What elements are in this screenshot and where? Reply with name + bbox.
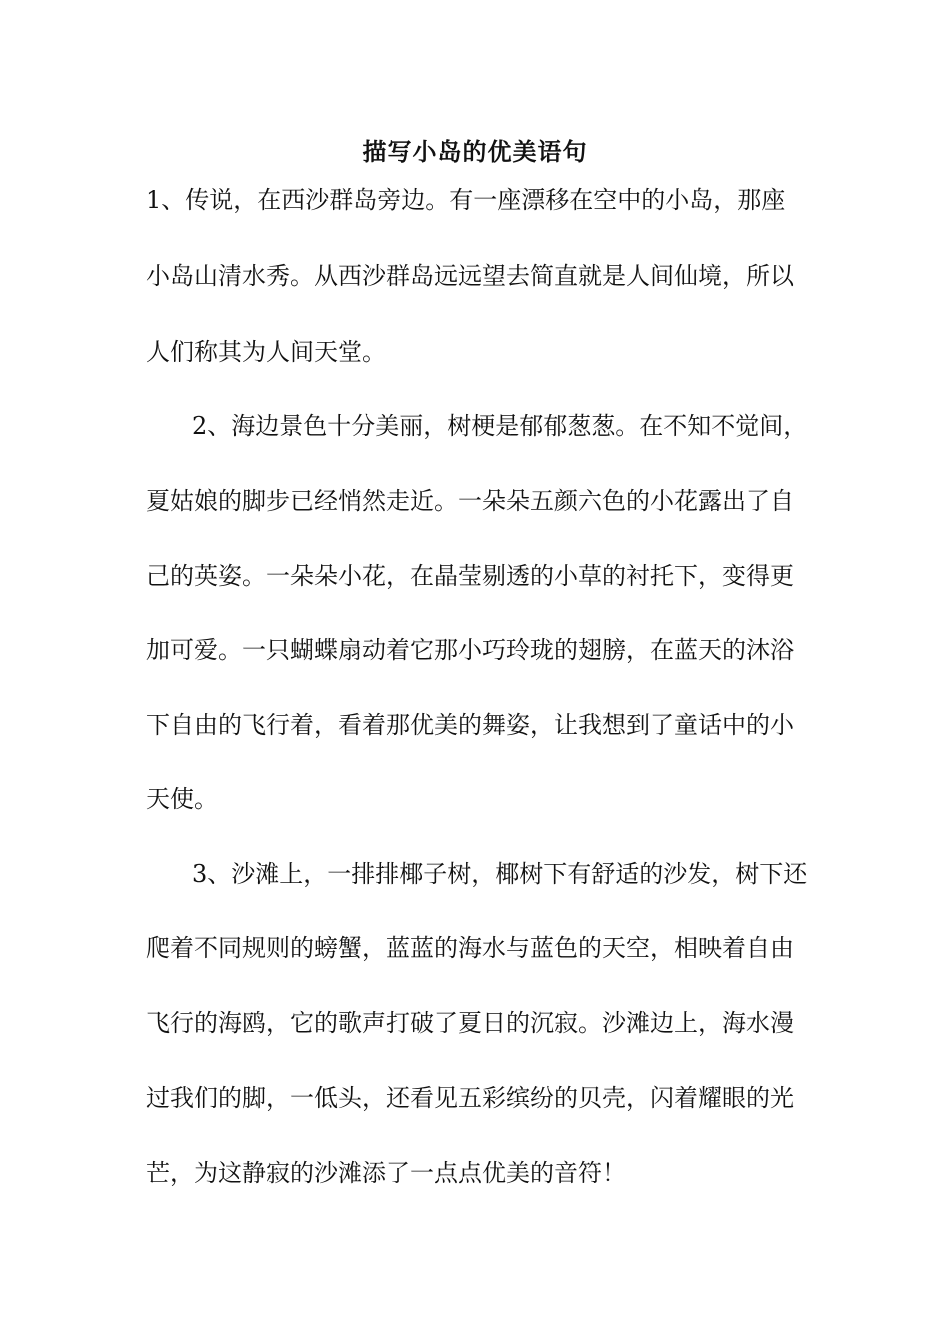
paragraph-2-line-2: 夏姑娘的脚步已经悄然走近。一朵朵五颜六色的小花露出了自 [146, 487, 794, 515]
paragraph-1-line-2: 小岛山清水秀。从西沙群岛远远望去简直就是人间仙境，所以 [146, 262, 794, 290]
paragraph-2-line-3: 己的英姿。一朵朵小花，在晶莹剔透的小草的衬托下，变得更 [146, 562, 794, 590]
paragraph-3-line-1: 3、沙滩上，一排排椰子树，椰树下有舒适的沙发，树下还 [192, 860, 808, 888]
paragraph-2-line-4: 加可爱。一只蝴蝶扇动着它那小巧玲珑的翅膀，在蓝天的沐浴 [146, 636, 794, 664]
paragraph-2-line-6: 天使。 [146, 785, 218, 813]
document-title: 描写小岛的优美语句 [362, 137, 588, 166]
paragraph-2-line-5: 下自由的飞行着，看着那优美的舞姿，让我想到了童话中的小 [146, 711, 794, 739]
paragraph-3-line-5: 芒，为这静寂的沙滩添了一点点优美的音符！ [146, 1159, 626, 1187]
paragraph-1-line-3: 人们称其为人间天堂。 [146, 338, 386, 366]
paragraph-3-line-3: 飞行的海鸥，它的歌声打破了夏日的沉寂。沙滩边上，海水漫 [146, 1009, 794, 1037]
paragraph-2-line-1: 2、海边景色十分美丽，树梗是郁郁葱葱。在不知不觉间， [192, 412, 808, 440]
paragraph-3-line-2: 爬着不同规则的螃蟹，蓝蓝的海水与蓝色的天空，相映着自由 [146, 934, 794, 962]
paragraph-1-line-1: 1、传说，在西沙群岛旁边。有一座漂移在空中的小岛，那座 [146, 186, 786, 214]
paragraph-3-line-4: 过我们的脚，一低头，还看见五彩缤纷的贝壳，闪着耀眼的光 [146, 1084, 794, 1112]
